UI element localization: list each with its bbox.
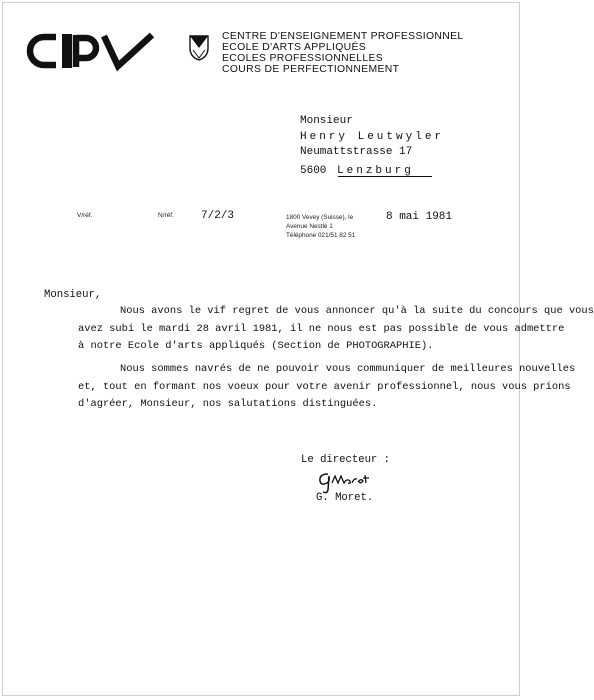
institution-line: COURS DE PERFECTIONNEMENT [222, 64, 400, 75]
shield-icon [189, 35, 209, 61]
recipient-postcode: 5600 [300, 164, 327, 177]
institution-line: ECOLE D'ARTS APPLIQUÉS [222, 42, 367, 53]
paragraph-line: à notre Ecole d'arts appliqués (Section de PHOTOGRAPHIE). [78, 340, 434, 352]
letter-date: 8 mai 1981 [386, 211, 453, 223]
paragraph-line: d'agréer, Monsieur, nos salutations distinguées. [78, 398, 378, 410]
recipient-street: Neumattstrasse 17 [300, 146, 413, 158]
recipient-address [300, 114, 444, 179]
institution-line: CENTRE D'ENSEIGNEMENT PROFESSIONNEL [222, 31, 464, 42]
cepv-logo [30, 33, 154, 69]
institution-name-block [222, 31, 464, 75]
nref-label: N/réf. [158, 212, 174, 219]
salutation: Monsieur, [44, 289, 102, 301]
paragraph-1 [78, 303, 594, 356]
city-underline [338, 176, 432, 177]
recipient-name: Henry Leutwyler [300, 130, 445, 143]
paragraph-line: et, tout en formant nos voeux pour votre avenir professionnel, nous vous prions [78, 380, 571, 393]
signature-label: Le directeur : [301, 454, 391, 466]
institution-line: ECOLES PROFESSIONNELLES [222, 53, 384, 64]
nref-value: 7/2/3 [201, 210, 235, 222]
sender-address [286, 213, 355, 240]
recipient-city: Lenzburg [337, 164, 414, 177]
paragraph-line: Nous avons le vif regret de vous annoncer qu'à la suite du concours que vous [120, 305, 594, 317]
handwritten-signature [316, 470, 372, 494]
sender-line: Téléphone 021/51 82 51 [286, 232, 356, 239]
vref-label: V/réf. [77, 212, 93, 219]
paragraph-line: avez subi le mardi 28 avril 1981, il ne nous est pas possible de vous admettre [78, 322, 565, 335]
paragraph-2 [78, 361, 575, 414]
paragraph-line: Nous sommes navrés de ne pouvoir vous communiquer de meilleures nouvelles [120, 363, 576, 375]
signatory-name: G. Moret. [316, 492, 374, 504]
sender-line: Avenue Nestlé 1 [286, 223, 333, 230]
sender-line: 1800 Vevey (Suisse), le [286, 214, 354, 221]
recipient-title: Monsieur [300, 115, 353, 127]
